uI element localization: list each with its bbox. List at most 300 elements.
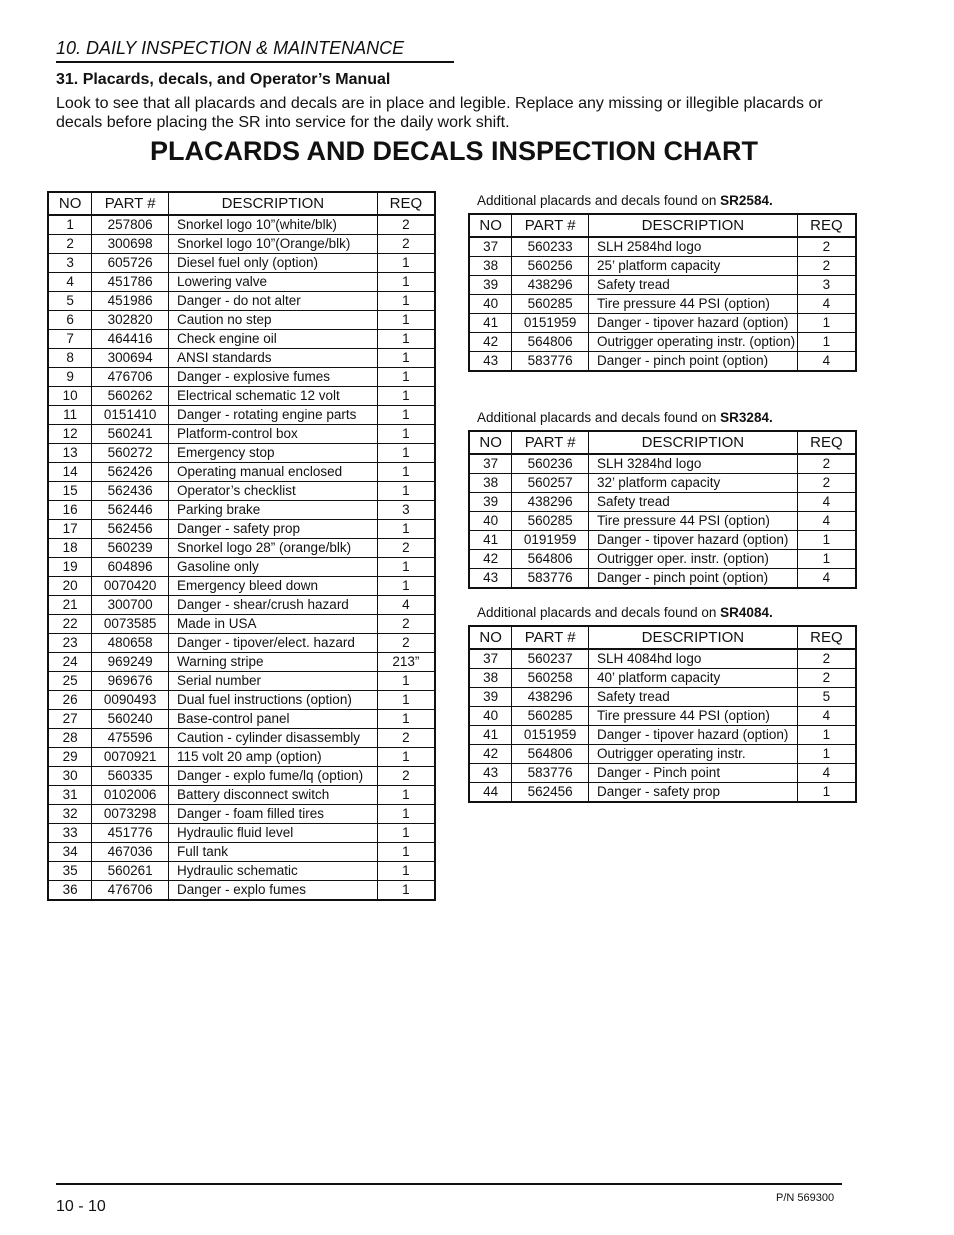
- table-row: [469, 333, 856, 352]
- cell-no: 42: [469, 550, 512, 569]
- cell-part-number: 0070921: [92, 748, 169, 767]
- cell-no: 22: [48, 615, 92, 634]
- table-row: [469, 649, 856, 669]
- cell-req: 2: [377, 539, 435, 558]
- table-row: [48, 215, 435, 235]
- cell-req: 1: [377, 254, 435, 273]
- page-number: 10 - 10: [56, 1198, 106, 1215]
- cell-no: 37: [469, 237, 512, 257]
- cell-no: 5: [48, 292, 92, 311]
- cell-description: Outrigger oper. instr. (option): [589, 550, 798, 569]
- table-row: [469, 783, 856, 803]
- cell-req: 1: [797, 726, 856, 745]
- table-row: [469, 295, 856, 314]
- cell-part-number: 257806: [92, 215, 169, 235]
- table-row: [469, 569, 856, 589]
- cell-req: 3: [377, 501, 435, 520]
- cell-req: 4: [797, 512, 856, 531]
- cell-description: Battery disconnect switch: [168, 786, 377, 805]
- table-row: [48, 786, 435, 805]
- cell-description: Safety tread: [589, 493, 798, 512]
- cell-description: Danger - explo fumes: [168, 881, 377, 901]
- cell-req: 1: [377, 862, 435, 881]
- cell-req: 1: [377, 577, 435, 596]
- cell-no: 37: [469, 649, 512, 669]
- col-desc-header: DESCRIPTION: [589, 214, 798, 237]
- cell-description: Hydraulic fluid level: [168, 824, 377, 843]
- cell-part-number: 564806: [512, 550, 589, 569]
- cell-part-number: 0073298: [92, 805, 169, 824]
- sr3284-model: SR3284.: [720, 410, 773, 425]
- cell-no: 26: [48, 691, 92, 710]
- table-row: [48, 387, 435, 406]
- table-row: [48, 330, 435, 349]
- cell-part-number: 583776: [512, 764, 589, 783]
- cell-req: 1: [377, 843, 435, 862]
- cell-no: 7: [48, 330, 92, 349]
- table-header-row: [469, 431, 856, 454]
- cell-no: 39: [469, 493, 512, 512]
- cell-req: 1: [377, 406, 435, 425]
- cell-description: Safety tread: [589, 688, 798, 707]
- table-row: [48, 539, 435, 558]
- col-part-header: PART #: [512, 214, 589, 237]
- cell-no: 41: [469, 314, 512, 333]
- table-row: [48, 349, 435, 368]
- cell-part-number: 438296: [512, 688, 589, 707]
- cell-no: 8: [48, 349, 92, 368]
- cell-req: 2: [797, 474, 856, 493]
- cell-req: 1: [377, 881, 435, 901]
- sr3284-parts-table: [468, 430, 857, 589]
- cell-description: Platform-control box: [168, 425, 377, 444]
- col-part-header: PART #: [512, 431, 589, 454]
- cell-req: 2: [377, 215, 435, 235]
- cell-description: Danger - shear/crush hazard: [168, 596, 377, 615]
- cell-no: 11: [48, 406, 92, 425]
- cell-req: 4: [797, 493, 856, 512]
- cell-part-number: 560257: [512, 474, 589, 493]
- cell-part-number: 560233: [512, 237, 589, 257]
- cell-part-number: 560237: [512, 649, 589, 669]
- cell-description: Outrigger operating instr. (option): [589, 333, 798, 352]
- cell-no: 9: [48, 368, 92, 387]
- table-row: [48, 805, 435, 824]
- cell-no: 19: [48, 558, 92, 577]
- cell-description: Serial number: [168, 672, 377, 691]
- cell-req: 213”: [377, 653, 435, 672]
- col-req-header: REQ: [797, 431, 856, 454]
- cell-description: Diesel fuel only (option): [168, 254, 377, 273]
- cell-description: Danger - pinch point (option): [589, 569, 798, 589]
- cell-no: 10: [48, 387, 92, 406]
- table-row: [48, 292, 435, 311]
- table-row: [48, 235, 435, 254]
- table-row: [469, 764, 856, 783]
- cell-description: 115 volt 20 amp (option): [168, 748, 377, 767]
- cell-req: 1: [377, 330, 435, 349]
- sr2584-parts-table: [468, 213, 857, 372]
- cell-description: Tire pressure 44 PSI (option): [589, 295, 798, 314]
- cell-req: 1: [377, 710, 435, 729]
- cell-part-number: 464416: [92, 330, 169, 349]
- cell-no: 28: [48, 729, 92, 748]
- cell-part-number: 476706: [92, 368, 169, 387]
- cell-no: 21: [48, 596, 92, 615]
- cell-req: 2: [377, 729, 435, 748]
- table-row: [469, 454, 856, 474]
- table-row: [469, 352, 856, 372]
- table-row: [469, 257, 856, 276]
- cell-no: 12: [48, 425, 92, 444]
- cell-description: Caution - cylinder disassembly: [168, 729, 377, 748]
- cell-part-number: 560285: [512, 295, 589, 314]
- cell-req: 3: [797, 276, 856, 295]
- cell-no: 14: [48, 463, 92, 482]
- cell-description: Check engine oil: [168, 330, 377, 349]
- table-row: [48, 615, 435, 634]
- cell-no: 29: [48, 748, 92, 767]
- cell-description: Parking brake: [168, 501, 377, 520]
- cell-no: 31: [48, 786, 92, 805]
- table-row: [469, 237, 856, 257]
- cell-part-number: 605726: [92, 254, 169, 273]
- cell-req: 2: [377, 615, 435, 634]
- table-row: [469, 669, 856, 688]
- cell-req: 2: [797, 237, 856, 257]
- cell-req: 4: [377, 596, 435, 615]
- cell-no: 38: [469, 669, 512, 688]
- cell-part-number: 562446: [92, 501, 169, 520]
- table-row: [48, 254, 435, 273]
- table-row: [48, 653, 435, 672]
- table-row: [48, 748, 435, 767]
- table-row: [48, 368, 435, 387]
- cell-description: Danger - rotating engine parts: [168, 406, 377, 425]
- sr4084-parts-table: [468, 625, 857, 803]
- col-no-header: NO: [469, 431, 512, 454]
- cell-no: 25: [48, 672, 92, 691]
- cell-req: 2: [377, 634, 435, 653]
- sr3284-caption: Additional placards and decals found on SR3284.: [477, 410, 773, 425]
- cell-part-number: 560256: [512, 257, 589, 276]
- sr2584-model: SR2584.: [720, 193, 773, 208]
- cell-part-number: 0073585: [92, 615, 169, 634]
- cell-req: 4: [797, 764, 856, 783]
- footer-rule: [56, 1183, 842, 1185]
- cell-description: Operator’s checklist: [168, 482, 377, 501]
- cell-no: 43: [469, 569, 512, 589]
- cell-req: 1: [377, 672, 435, 691]
- table-row: [469, 745, 856, 764]
- cell-no: 17: [48, 520, 92, 539]
- cell-no: 41: [469, 726, 512, 745]
- cell-req: 1: [377, 482, 435, 501]
- cell-part-number: 300700: [92, 596, 169, 615]
- cell-no: 32: [48, 805, 92, 824]
- cell-description: Dual fuel instructions (option): [168, 691, 377, 710]
- cell-description: Emergency bleed down: [168, 577, 377, 596]
- table-row: [469, 474, 856, 493]
- cell-part-number: 476706: [92, 881, 169, 901]
- col-part-header: PART #: [92, 192, 169, 215]
- cell-part-number: 0151410: [92, 406, 169, 425]
- cell-req: 1: [377, 805, 435, 824]
- table-row: [469, 276, 856, 295]
- cell-description: Danger - tipover hazard (option): [589, 314, 798, 333]
- cell-part-number: 0151959: [512, 726, 589, 745]
- col-desc-header: DESCRIPTION: [168, 192, 377, 215]
- cell-description: 40’ platform capacity: [589, 669, 798, 688]
- cell-no: 38: [469, 257, 512, 276]
- cell-part-number: 560258: [512, 669, 589, 688]
- cell-part-number: 560335: [92, 767, 169, 786]
- cell-no: 44: [469, 783, 512, 803]
- cell-no: 39: [469, 688, 512, 707]
- cell-part-number: 969249: [92, 653, 169, 672]
- cell-req: 1: [377, 349, 435, 368]
- cell-req: 2: [377, 235, 435, 254]
- cell-description: Made in USA: [168, 615, 377, 634]
- cell-no: 30: [48, 767, 92, 786]
- cell-no: 33: [48, 824, 92, 843]
- cell-req: 1: [797, 783, 856, 803]
- table-row: [48, 729, 435, 748]
- cell-req: 1: [797, 745, 856, 764]
- cell-req: 4: [797, 295, 856, 314]
- cell-description: Danger - tipover hazard (option): [589, 531, 798, 550]
- table-row: [469, 512, 856, 531]
- cell-no: 42: [469, 333, 512, 352]
- table-row: [469, 314, 856, 333]
- cell-description: Gasoline only: [168, 558, 377, 577]
- cell-description: Danger - safety prop: [589, 783, 798, 803]
- cell-req: 2: [377, 767, 435, 786]
- col-desc-header: DESCRIPTION: [589, 431, 798, 454]
- table-row: [469, 550, 856, 569]
- table-row: [48, 444, 435, 463]
- cell-description: Tire pressure 44 PSI (option): [589, 512, 798, 531]
- cell-req: 1: [797, 333, 856, 352]
- table-row: [469, 707, 856, 726]
- cell-req: 5: [797, 688, 856, 707]
- cell-req: 1: [797, 550, 856, 569]
- cell-description: Operating manual enclosed: [168, 463, 377, 482]
- cell-description: 25’ platform capacity: [589, 257, 798, 276]
- cell-part-number: 560236: [512, 454, 589, 474]
- cell-description: Emergency stop: [168, 444, 377, 463]
- cell-part-number: 438296: [512, 276, 589, 295]
- cell-part-number: 560285: [512, 707, 589, 726]
- table-header-row: [469, 214, 856, 237]
- table-row: [469, 493, 856, 512]
- cell-description: Danger - explo fume/lq (option): [168, 767, 377, 786]
- cell-no: 2: [48, 235, 92, 254]
- cell-description: SLH 2584hd logo: [589, 237, 798, 257]
- table-row: [48, 596, 435, 615]
- cell-req: 2: [797, 649, 856, 669]
- table-row: [48, 463, 435, 482]
- table-header-row: [469, 626, 856, 649]
- cell-description: Full tank: [168, 843, 377, 862]
- cell-req: 1: [797, 314, 856, 333]
- section-heading: 10. DAILY INSPECTION & MAINTENANCE: [56, 38, 405, 58]
- chart-title: PLACARDS AND DECALS INSPECTION CHART: [150, 136, 759, 166]
- cell-req: 4: [797, 707, 856, 726]
- col-req-header: REQ: [377, 192, 435, 215]
- cell-part-number: 0090493: [92, 691, 169, 710]
- cell-part-number: 300698: [92, 235, 169, 254]
- cell-part-number: 562456: [92, 520, 169, 539]
- cell-no: 40: [469, 512, 512, 531]
- cell-req: 1: [377, 444, 435, 463]
- table-row: [48, 425, 435, 444]
- cell-part-number: 583776: [512, 352, 589, 372]
- cell-part-number: 560285: [512, 512, 589, 531]
- table-row: [48, 558, 435, 577]
- cell-description: Danger - tipover hazard (option): [589, 726, 798, 745]
- cell-no: 38: [469, 474, 512, 493]
- col-req-header: REQ: [797, 214, 856, 237]
- cell-no: 35: [48, 862, 92, 881]
- cell-description: Hydraulic schematic: [168, 862, 377, 881]
- col-desc-header: DESCRIPTION: [589, 626, 798, 649]
- table-row: [48, 311, 435, 330]
- subsection-heading: 31. Placards, decals, and Operator’s Manual: [56, 71, 391, 88]
- cell-description: Outrigger operating instr.: [589, 745, 798, 764]
- cell-part-number: 451986: [92, 292, 169, 311]
- cell-description: SLH 3284hd logo: [589, 454, 798, 474]
- cell-description: Snorkel logo 10”(Orange/blk): [168, 235, 377, 254]
- table-row: [48, 843, 435, 862]
- table-row: [48, 881, 435, 901]
- table-row: [48, 273, 435, 292]
- cell-req: 1: [377, 368, 435, 387]
- cell-no: 40: [469, 295, 512, 314]
- cell-part-number: 0151959: [512, 314, 589, 333]
- cell-part-number: 467036: [92, 843, 169, 862]
- cell-no: 23: [48, 634, 92, 653]
- cell-part-number: 560261: [92, 862, 169, 881]
- col-no-header: NO: [469, 626, 512, 649]
- cell-no: 37: [469, 454, 512, 474]
- cell-req: 1: [377, 558, 435, 577]
- cell-description: Base-control panel: [168, 710, 377, 729]
- cell-req: 1: [377, 425, 435, 444]
- part-number: P/N 569300: [776, 1192, 835, 1204]
- cell-req: 1: [377, 273, 435, 292]
- cell-description: Electrical schematic 12 volt: [168, 387, 377, 406]
- cell-no: 6: [48, 311, 92, 330]
- cell-part-number: 451776: [92, 824, 169, 843]
- cell-part-number: 564806: [512, 333, 589, 352]
- cell-req: 4: [797, 352, 856, 372]
- cell-no: 4: [48, 273, 92, 292]
- cell-part-number: 562456: [512, 783, 589, 803]
- cell-req: 2: [797, 257, 856, 276]
- cell-no: 41: [469, 531, 512, 550]
- cell-part-number: 451786: [92, 273, 169, 292]
- cell-no: 42: [469, 745, 512, 764]
- cell-req: 1: [377, 520, 435, 539]
- cell-req: 4: [797, 569, 856, 589]
- table-row: [469, 726, 856, 745]
- cell-req: 1: [377, 311, 435, 330]
- cell-no: 3: [48, 254, 92, 273]
- cell-description: Snorkel logo 10”(white/blk): [168, 215, 377, 235]
- cell-part-number: 560240: [92, 710, 169, 729]
- cell-description: Danger - tipover/elect. hazard: [168, 634, 377, 653]
- cell-part-number: 0070420: [92, 577, 169, 596]
- table-row: [48, 520, 435, 539]
- intro-paragraph: Look to see that all placards and decals are in place and legible. Replace any missing or illegible placards or decals before placing the SR into service for the daily work shift.: [56, 95, 823, 131]
- table-row: [48, 634, 435, 653]
- table-row: [48, 577, 435, 596]
- cell-description: Danger - do not alter: [168, 292, 377, 311]
- cell-part-number: 0191959: [512, 531, 589, 550]
- col-part-header: PART #: [512, 626, 589, 649]
- cell-part-number: 560272: [92, 444, 169, 463]
- cell-description: Danger - pinch point (option): [589, 352, 798, 372]
- cell-no: 15: [48, 482, 92, 501]
- cell-part-number: 475596: [92, 729, 169, 748]
- cell-req: 1: [377, 691, 435, 710]
- table-row: [48, 691, 435, 710]
- cell-part-number: 438296: [512, 493, 589, 512]
- section-rule: [56, 61, 454, 63]
- cell-description: Danger - Pinch point: [589, 764, 798, 783]
- cell-description: Warning stripe: [168, 653, 377, 672]
- cell-req: 2: [797, 454, 856, 474]
- table-header-row: [48, 192, 435, 215]
- cell-no: 27: [48, 710, 92, 729]
- cell-part-number: 302820: [92, 311, 169, 330]
- cell-no: 39: [469, 276, 512, 295]
- cell-description: Snorkel logo 28” (orange/blk): [168, 539, 377, 558]
- cell-part-number: 560239: [92, 539, 169, 558]
- cell-part-number: 564806: [512, 745, 589, 764]
- col-req-header: REQ: [797, 626, 856, 649]
- cell-description: Tire pressure 44 PSI (option): [589, 707, 798, 726]
- col-no-header: NO: [469, 214, 512, 237]
- cell-part-number: 562426: [92, 463, 169, 482]
- cell-no: 13: [48, 444, 92, 463]
- table-row: [48, 406, 435, 425]
- cell-req: 1: [377, 824, 435, 843]
- cell-req: 1: [377, 786, 435, 805]
- cell-req: 1: [377, 463, 435, 482]
- cell-no: 40: [469, 707, 512, 726]
- sr4084-model: SR4084.: [720, 605, 773, 620]
- cell-part-number: 480658: [92, 634, 169, 653]
- table-row: [48, 501, 435, 520]
- cell-description: SLH 4084hd logo: [589, 649, 798, 669]
- cell-part-number: 560241: [92, 425, 169, 444]
- table-row: [48, 862, 435, 881]
- cell-description: Danger - foam filled tires: [168, 805, 377, 824]
- table-row: [469, 531, 856, 550]
- cell-description: Danger - safety prop: [168, 520, 377, 539]
- table-row: [48, 482, 435, 501]
- cell-req: 1: [797, 531, 856, 550]
- table-row: [469, 688, 856, 707]
- main-parts-table: [47, 191, 436, 901]
- cell-description: ANSI standards: [168, 349, 377, 368]
- cell-part-number: 969676: [92, 672, 169, 691]
- cell-description: Caution no step: [168, 311, 377, 330]
- cell-description: Safety tread: [589, 276, 798, 295]
- cell-no: 43: [469, 352, 512, 372]
